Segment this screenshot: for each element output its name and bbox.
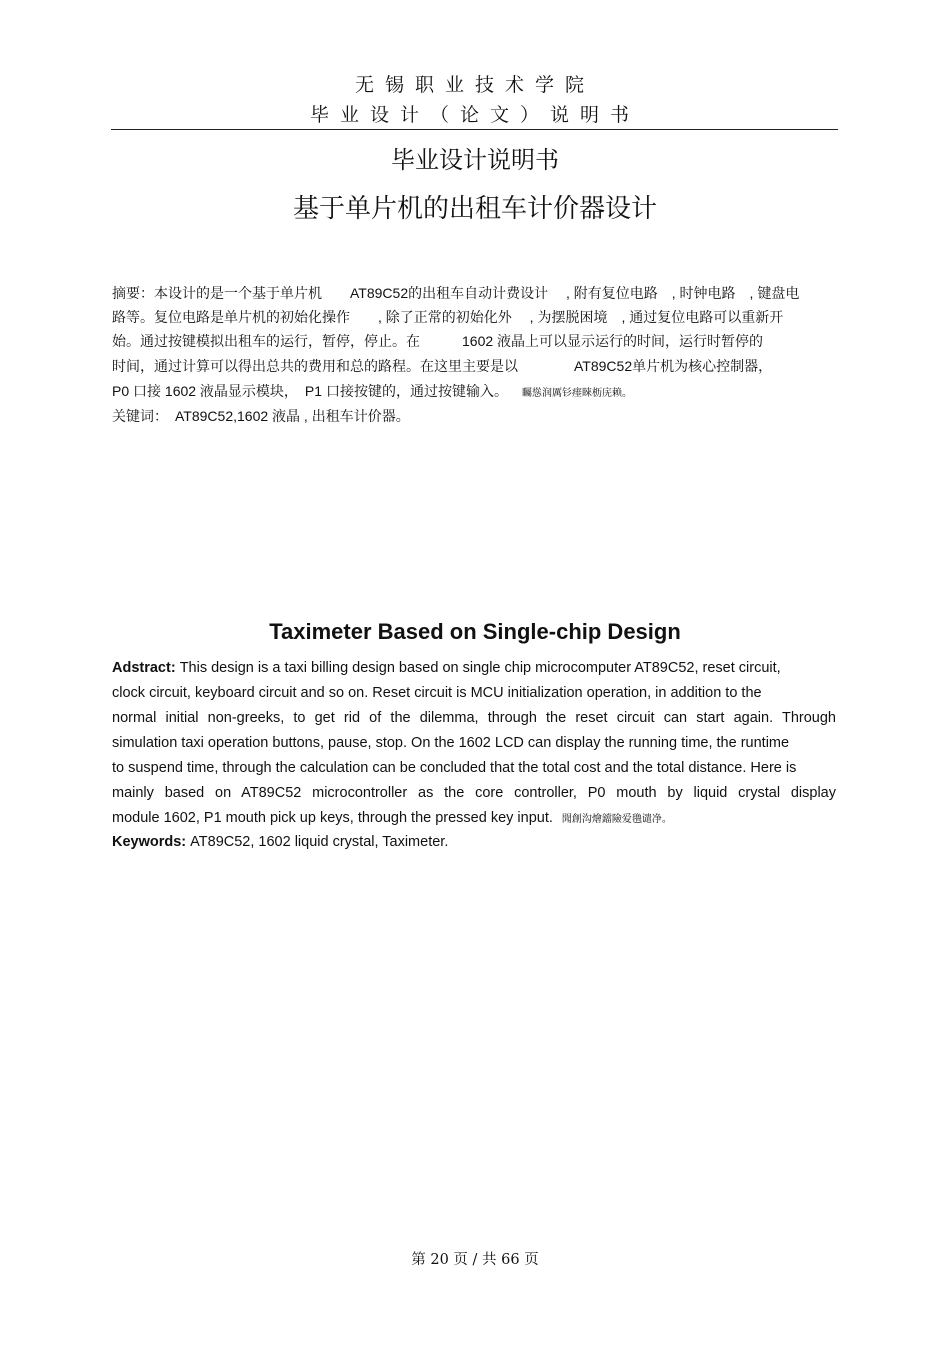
page-number: 第 20 页 / 共 66 页 [411, 1252, 539, 1268]
abstract-en-line-4: simulation taxi operation buttons, pause, stop. On the 1602 LCD can display the running time, the runtime [112, 735, 790, 751]
stray-glyphs-en: 聞創沟燴鐺險爱氇谴净。 [561, 814, 672, 825]
abstract-en-line-1-text: This design is a taxi billing design based on single chip microcomputer AT89C52, reset circuit, [179, 660, 781, 676]
document-type: 毕业设计说明书 [391, 146, 559, 174]
abstract-cn-line-5-text: P0 口接 1602 液晶显示模块， P1 口接按键的，通过按键输入。 [112, 383, 508, 399]
header-rule [111, 129, 838, 130]
abstract-en-line-7-text: module 1602, P1 mouth pick up keys, through the pressed key input. [112, 810, 553, 826]
abstract-cn-line-1: 摘要：本设计的是一个基于单片机 AT89C52的出租车自动计费设计 , 附有复位电路 , 时钟电路 , 键盘电 [112, 285, 800, 301]
abstract-cn-line-5 [112, 379, 839, 406]
keywords-en-text: AT89C52, 1602 liquid crystal, Taximeter. [190, 834, 449, 850]
abstract-cn-line-3: 始。通过按键模拟出租车的运行，暂停，停止。在 1602 液晶上可以显示运行的时间，运行时暂停的 [112, 333, 764, 349]
stray-glyphs-cn: 矚慫润厲钐瘗睞枥庑赖。 [521, 388, 632, 399]
keywords-en-label: Keywords: [112, 834, 187, 850]
english-title: Taximeter Based on Single-chip Design [269, 619, 681, 644]
keywords-en [112, 830, 836, 855]
abstract-en-line-6: mainly based on AT89C52 microcontroller as the core controller, P0 mouth by liquid crystal display [112, 785, 836, 801]
school-name: 无锡职业技术学院 [354, 74, 595, 96]
header-subtitle: 毕业设计（论文）说明书 [309, 104, 640, 126]
abstract-en-line-1 [112, 656, 836, 681]
abstract-cn-line-4: 时间，通过计算可以得出总共的费用和总的路程。在这里主要是以 AT89C52单片机为核心控制器， [112, 358, 773, 374]
abstract-en-line-7 [112, 806, 836, 832]
abstract-en-line-2: clock circuit, keyboard circuit and so on. Reset circuit is MCU initialization operation, in addition to the [112, 685, 762, 701]
chinese-title: 基于单片机的出租车计价器设计 [292, 194, 657, 224]
abstract-cn-line-2: 路等。复位电路是单片机的初始化操作 , 除了正常的初始化外 , 为摆脱困境 , 通过复位电路可以重新开 [112, 309, 784, 325]
abstract-en-line-3: normal initial non-greeks, to get rid of the dilemma, through the reset circuit can start again. Through [112, 710, 836, 726]
keywords-cn: 关键词： AT89C52,1602 液晶 , 出租车计价器。 [112, 408, 410, 424]
abstract-en-line-5: to suspend time, through the calculation can be concluded that the total cost and the total distance. Here is [112, 760, 797, 776]
abstract-en-label: Adstract: [112, 660, 176, 676]
